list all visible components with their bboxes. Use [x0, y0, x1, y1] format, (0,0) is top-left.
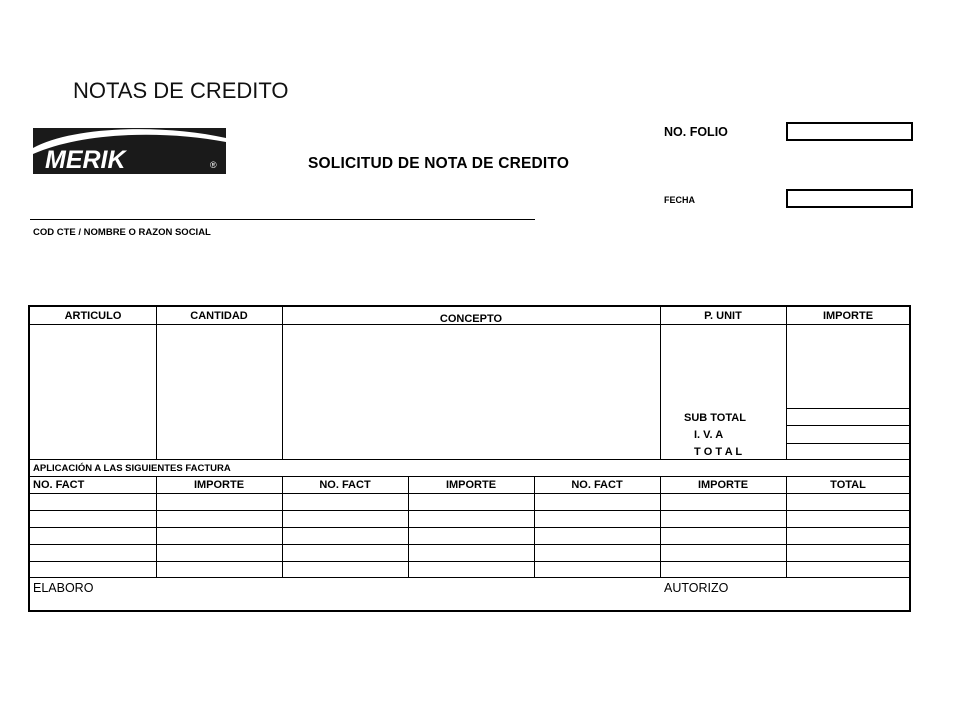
- autorizo-label: AUTORIZO: [664, 581, 729, 595]
- items-bottom-line: [30, 459, 910, 460]
- invoice-header-no-fact-1: NO. FACT: [33, 479, 85, 491]
- invoice-row-line: [30, 544, 910, 545]
- subtotal-line: [786, 408, 910, 409]
- logo-text: MERIK: [45, 146, 126, 174]
- folio-field[interactable]: [786, 122, 913, 141]
- invoice-col-divider: [534, 476, 535, 578]
- elaboro-label: ELABORO: [33, 581, 94, 595]
- invoice-header-total: TOTAL: [830, 479, 866, 491]
- invoice-row-line: [30, 561, 910, 562]
- items-col-divider: [660, 307, 661, 460]
- form-title: SOLICITUD DE NOTA DE CREDITO: [308, 155, 570, 172]
- iva-label: I. V. A: [694, 429, 724, 441]
- slide-title: NOTAS DE CREDITO: [73, 78, 289, 103]
- header-cantidad: CANTIDAD: [190, 310, 248, 322]
- merik-logo: [33, 128, 226, 174]
- invoice-col-divider: [156, 476, 157, 578]
- invoice-col-divider: [408, 476, 409, 578]
- invoice-header-line: [30, 493, 910, 494]
- invoice-row-line: [30, 510, 910, 511]
- invoice-header-importe-2: IMPORTE: [445, 479, 497, 491]
- iva-line: [786, 425, 910, 426]
- subtotal-label: SUB TOTAL: [684, 412, 746, 424]
- header-concepto: CONCEPTO: [439, 313, 503, 325]
- items-col-divider: [156, 307, 157, 460]
- invoice-col-divider: [786, 476, 787, 578]
- items-col-divider: [282, 307, 283, 460]
- invoice-header-importe-1: IMPORTE: [193, 479, 245, 491]
- items-col-divider: [786, 307, 787, 460]
- folio-label: NO. FOLIO: [664, 125, 728, 139]
- client-label: COD CTE / NOMBRE O RAZON SOCIAL: [33, 227, 211, 238]
- invoice-row-line: [30, 527, 910, 528]
- fecha-label: FECHA: [664, 195, 695, 205]
- logo-swoosh-icon: [33, 128, 226, 174]
- fecha-field[interactable]: [786, 189, 913, 208]
- logo-registered-mark: ®: [210, 160, 217, 170]
- header-p-unit: P. UNIT: [704, 310, 742, 322]
- invoices-section-label: APLICACIÓN A LAS SIGUIENTES FACTURA: [33, 463, 231, 474]
- invoice-label-line: [30, 476, 910, 477]
- invoice-col-divider: [282, 476, 283, 578]
- invoice-bottom-line: [30, 577, 910, 578]
- invoice-header-no-fact-3: NO. FACT: [571, 479, 623, 491]
- total-label: T O T A L: [694, 446, 743, 458]
- invoice-col-divider: [660, 476, 661, 578]
- invoice-header-importe-3: IMPORTE: [697, 479, 749, 491]
- header-articulo: ARTICULO: [64, 310, 122, 322]
- total-line: [786, 443, 910, 444]
- header-importe: IMPORTE: [822, 310, 874, 322]
- invoice-header-no-fact-2: NO. FACT: [319, 479, 371, 491]
- client-field-line[interactable]: [30, 219, 535, 220]
